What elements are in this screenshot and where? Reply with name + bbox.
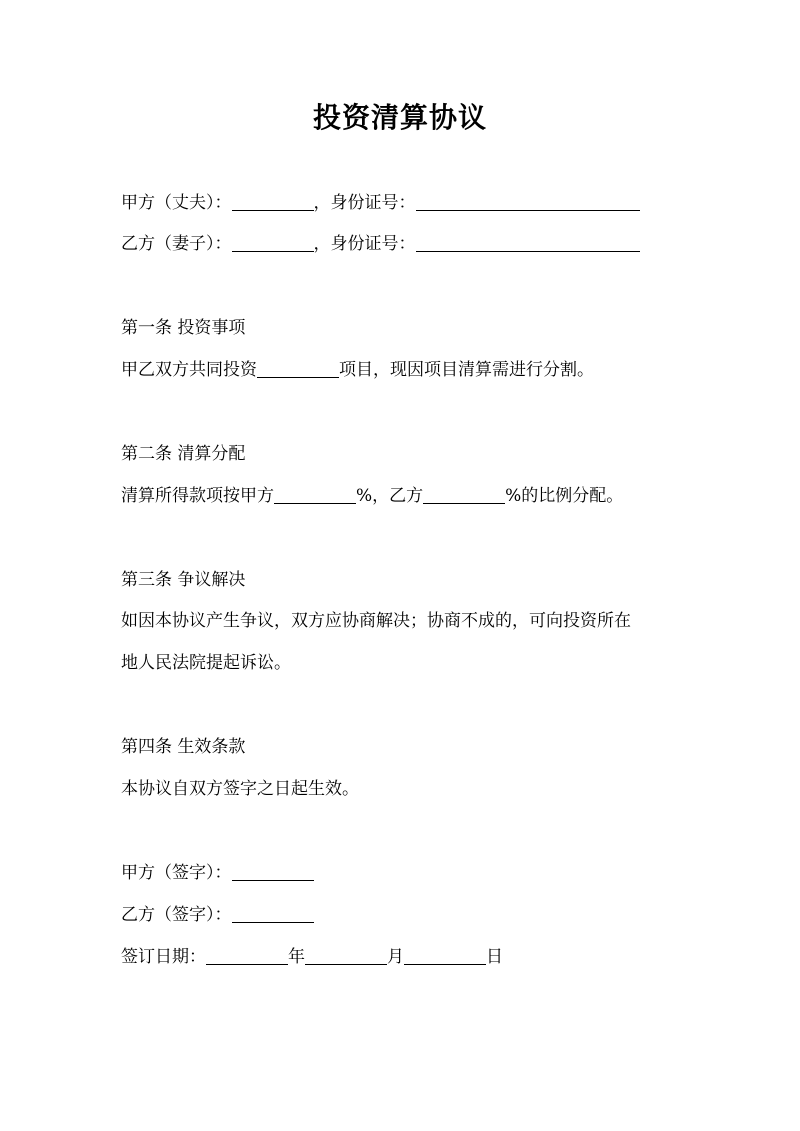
party-a-signature-field[interactable] [232,864,314,881]
article2-text-before: 清算所得款项按甲方 [121,486,274,506]
article2-text-after: %的比例分配。 [505,486,624,506]
article3-heading: 第三条 争议解决 [121,570,246,590]
article1-heading: 第一条 投资事项 [121,318,246,338]
article1-text [121,357,594,383]
article3-line1: 如因本协议产生争议，双方应协商解决；协商不成的，可向投资所在 [121,611,631,631]
party-b-percent-field[interactable] [423,487,505,504]
article3-line2: 地人民法院提起诉讼。 [121,653,291,673]
party-b-id-field[interactable] [416,235,640,252]
article4-heading: 第四条 生效条款 [121,737,246,757]
project-name-field[interactable] [257,361,339,378]
party-b-line [121,231,640,257]
year-field[interactable] [206,948,288,965]
article2-text-mid: %，乙方 [356,486,424,506]
article1-text-before: 甲乙双方共同投资 [121,360,257,380]
signing-date-line [121,944,503,970]
signing-date-label: 签订日期： [121,947,206,967]
party-b-signature-label: 乙方（签字）： [121,905,232,925]
party-a-id-label: ，身份证号： [313,193,416,213]
party-b-signature-line [121,902,314,928]
party-a-label: 甲方（丈夫）： [121,193,232,213]
page-title: 投资清算协议 [312,101,487,134]
day-label: 日 [486,947,503,967]
article2-text [121,483,623,509]
party-b-name-field[interactable] [232,235,314,252]
party-b-signature-field[interactable] [232,906,314,923]
party-a-signature-line [121,860,314,886]
party-a-line [121,190,640,216]
day-field[interactable] [404,948,486,965]
party-a-name-field[interactable] [232,194,314,211]
article4-text: 本协议自双方签字之日起生效。 [121,779,359,799]
article1-text-after: 项目，现因项目清算需进行分割。 [339,360,594,380]
party-b-label: 乙方（妻子）： [121,234,232,254]
month-field[interactable] [305,948,387,965]
party-a-signature-label: 甲方（签字）： [121,863,232,883]
party-a-percent-field[interactable] [274,487,356,504]
year-label: 年 [288,947,305,967]
month-label: 月 [387,947,404,967]
party-a-id-field[interactable] [416,194,640,211]
article2-heading: 第二条 清算分配 [121,444,246,464]
party-b-id-label: ，身份证号： [313,234,416,254]
